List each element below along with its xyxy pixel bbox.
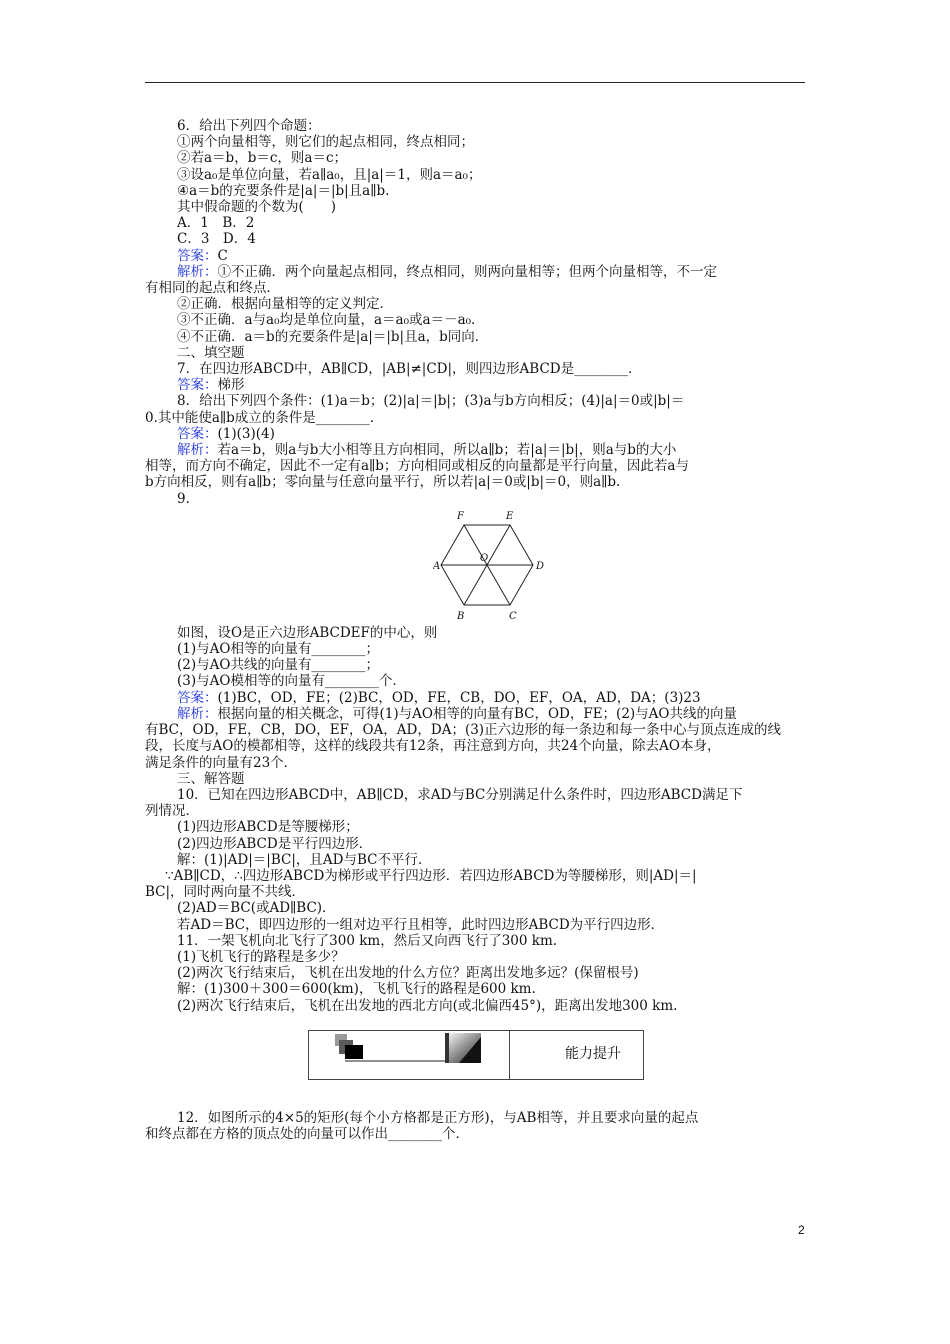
text-line: 0.其中能使a∥b成立的条件是________． — [145, 409, 384, 426]
text-line: ①两个向量相等，则它们的起点相同，终点相同； — [177, 134, 474, 151]
text-block-question-12 — [145, 1110, 807, 1142]
answer-text: ①不正确．两个向量起点相同，终点相同，则两向量相等；但两个向量相等，不一定 — [217, 263, 717, 280]
text-line — [145, 426, 807, 442]
text-line: (1)飞机飞行的路程是多少？ — [177, 948, 345, 965]
text-line: b方向相反，则有a∥b；零向量与任意向量平行，所以若|a|＝0或|b|＝0，则a∥b. — [145, 474, 621, 491]
text-line: 如图，设O是正六边形ABCDEF的中心，则 — [177, 624, 438, 641]
hexagon-diagram — [433, 509, 549, 623]
text-line: 解：(1)300＋300＝600(km)，飞机飞行的路程是600 km. — [177, 981, 536, 998]
hexagon-figure — [145, 507, 807, 625]
answer-label: 解析： — [177, 442, 218, 459]
answer-text: (1)(3)(4) — [217, 425, 275, 442]
text-line: 11．一架飞机向北飞行了300 km，然后又向西飞行了300 km. — [177, 932, 558, 949]
text-line: 相等，而方向不确定，因此不一定有a∥b；方向相同或相反的向量都是平行向量，因此若a与 — [145, 458, 689, 475]
text-line: (1)四边形ABCD是等腰梯形； — [177, 819, 359, 836]
banner-title: 能力提升 — [565, 1045, 621, 1062]
banner-decoration-icon — [309, 1031, 509, 1079]
text-line: 有相同的起点和终点． — [145, 280, 280, 297]
text-block-questions-9-11 — [145, 625, 807, 1014]
text-line: BC|，同时两向量不共线． — [145, 884, 306, 901]
text-line: ②若a＝b，b＝c，则a＝c； — [177, 150, 348, 167]
text-line: 6．给出下列四个命题： — [177, 118, 321, 134]
text-line: 9. — [177, 490, 190, 507]
label-a: A — [433, 560, 441, 572]
text-line: ②正确．根据向量相等的定义判定． — [177, 296, 393, 313]
text-line: 二、填空题 — [177, 344, 245, 361]
text-line: (2)四边形ABCD是平行四边形． — [177, 835, 373, 852]
label-c: C — [509, 610, 517, 622]
text-line — [145, 248, 807, 264]
answer-label: 答案： — [177, 247, 218, 264]
text-line: 12．如图所示的4×5的矩形(每个小方格都是正方形)，与AB相等，并且要求向量的起点 — [177, 1109, 699, 1126]
text-line: 三、解答题 — [177, 770, 245, 787]
text-line: (1)与AO相等的向量有________； — [177, 641, 379, 658]
label-f: F — [457, 510, 464, 522]
answer-text: 若a＝b，则a与b大小相等且方向相同，所以a∥b；若|a|＝|b|，则a与b的大小 — [217, 442, 677, 459]
text-line: 7．在四边形ABCD中，AB∥CD，|AB|≠|CD|，则四边形ABCD是________． — [177, 361, 642, 378]
text-line: (2)两次飞行结束后，飞机在出发地的什么方位？距离出发地多远？(保留根号) — [177, 965, 639, 982]
text-line: 和终点都在方格的顶点处的向量可以作出________个． — [145, 1125, 469, 1142]
text-line — [145, 706, 807, 722]
text-line: ③不正确．a与a₀均是单位向量，a＝a₀或a＝－a₀. — [177, 312, 476, 329]
answer-label: 答案： — [177, 425, 218, 442]
text-line: ③设a₀是单位向量，若a∥a₀，且|a|＝1，则a＝a₀； — [177, 166, 482, 183]
answer-label: 解析： — [177, 263, 218, 280]
label-o: O — [480, 552, 489, 564]
text-line — [145, 377, 807, 393]
text-line: 其中假命题的个数为( ) — [177, 199, 337, 216]
text-line — [145, 442, 807, 458]
answer-label: 解析： — [177, 705, 218, 722]
text-line: ∵AB∥CD，∴四边形ABCD为梯形或平行四边形．若四边形ABCD为等腰梯形，则|AD|＝| — [165, 867, 697, 884]
text-line: C．3 D．4 — [177, 231, 256, 248]
text-line: (2)与AO共线的向量有________； — [177, 657, 379, 674]
text-block-questions-6-9 — [145, 118, 807, 507]
answer-text: 根据向量的相关概念，可得(1)与AO相等的向量有BC，OD，FE；(2)与AO共线的向量 — [217, 705, 737, 722]
text-line: ④不正确．a＝b的充要条件是|a|＝|b|且a，b同向． — [177, 328, 489, 345]
answer-label: 答案： — [177, 689, 218, 706]
text-line: (2)两次飞行结束后，飞机在出发地的西北方向(或北偏西45°)，距离出发地300 km. — [177, 997, 678, 1014]
label-e: E — [506, 510, 514, 522]
text-line — [145, 264, 807, 280]
text-line: 10．已知在四边形ABCD中，AB∥CD，求AD与BC分别满足什么条件时，四边形ABCD满足下 — [177, 786, 743, 803]
text-line: (3)与AO模相等的向量有________个． — [177, 673, 406, 690]
text-line: 段，长度与AO的模都相等，这样的线段共有12条，再注意到方向，共24个向量，除去AO本身， — [145, 738, 721, 755]
label-b: B — [457, 610, 465, 622]
answer-text: C — [217, 247, 228, 264]
text-line: A．1 B．2 — [177, 215, 255, 232]
section-banner — [145, 1030, 807, 1084]
text-line: 列情况． — [145, 803, 199, 820]
text-line: 解：(1)|AD|＝|BC|，且AD与BC不平行． — [177, 851, 432, 868]
header-rule — [145, 82, 805, 83]
answer-label: 答案： — [177, 377, 218, 394]
banner-divider — [509, 1031, 510, 1079]
text-line: 若AD＝BC，即四边形的一组对边平行且相等，此时四边形ABCD为平行四边形． — [177, 916, 665, 933]
document-body — [145, 118, 807, 1142]
text-line: (2)AD＝BC(或AD∥BC)． — [177, 900, 336, 917]
text-line: 8．给出下列四个条件：(1)a＝b；(2)|a|＝|b|；(3)a与b方向相反；(4)|a|＝0或|b|＝ — [177, 393, 685, 410]
text-line — [145, 690, 807, 706]
text-line: 满足条件的向量有23个． — [145, 754, 298, 771]
label-d: D — [536, 560, 545, 572]
text-line: 有BC，OD，FE，CB，DO，EF，OA，AD，DA；(3)正六边形的每一条边和每一条中心与顶点连成的线 — [145, 722, 782, 739]
page-number: 2 — [798, 1223, 805, 1237]
text-line: ④a＝b的充要条件是|a|＝|b|且a∥b. — [177, 182, 390, 199]
banner-frame — [308, 1030, 644, 1080]
answer-text: (1)BC，OD，FE；(2)BC，OD，FE，CB，DO，EF，OA，AD，DA；(3)23 — [217, 689, 701, 706]
answer-text: 梯形 — [217, 377, 245, 394]
